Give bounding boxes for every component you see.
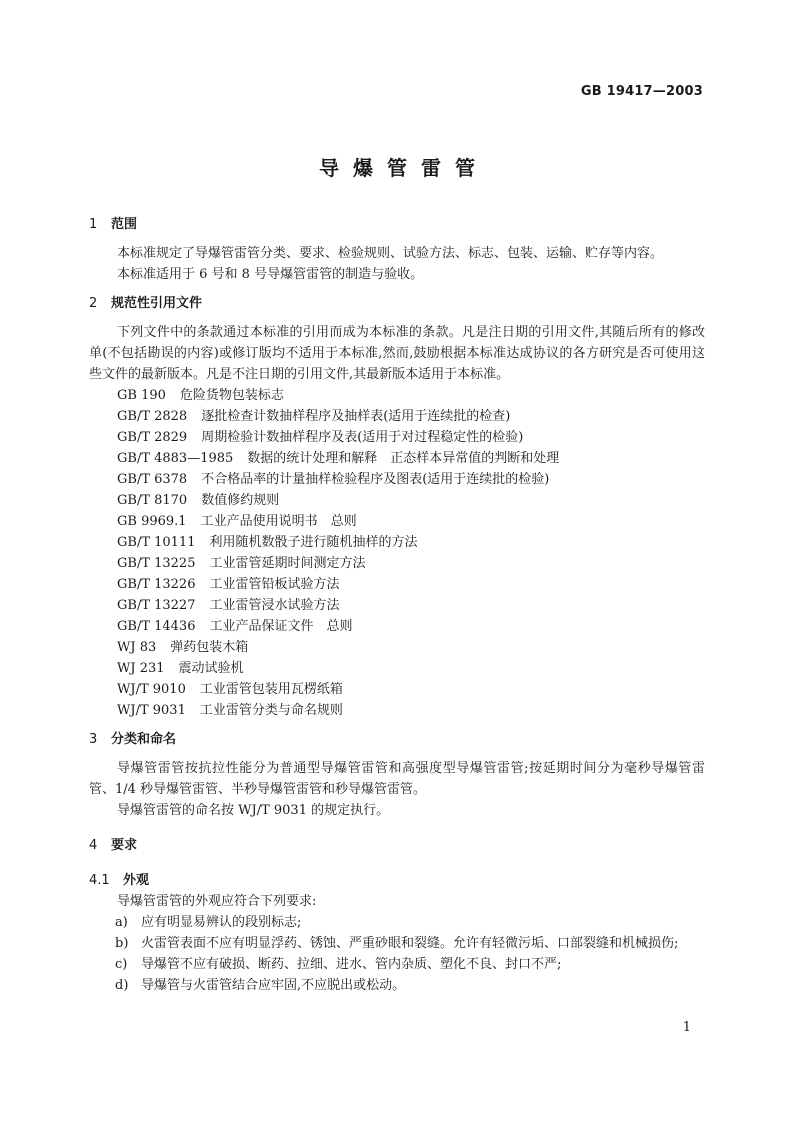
- section-1-para-2: 本标准适用于 6 号和 8 号导爆管雷管的制造与验收。: [117, 267, 424, 282]
- reference-item: GB/T 2828 逐批检查计数抽样程序及抽样表(适用于连续批的检查): [117, 409, 511, 424]
- reference-item: WJ/T 9031 工业雷管分类与命名规则: [117, 703, 343, 718]
- reference-item: GB 190 危险货物包装标志: [117, 388, 284, 403]
- reference-item: WJ 83 弹药包装木箱: [117, 640, 249, 655]
- reference-item: GB/T 13225 工业雷管延期时间测定方法: [117, 556, 366, 571]
- reference-item: GB/T 2829 周期检验计数抽样程序及表(适用于对过程稳定性的检验): [117, 430, 524, 445]
- standard-number: GB 19417—2003: [580, 84, 703, 99]
- section-2-heading: 2 规范性引用文件: [89, 296, 203, 311]
- document-body: [89, 214, 705, 996]
- reference-list: [89, 385, 705, 721]
- list-item: b) 火雷管表面不应有明显浮药、锈蚀、严重砂眼和裂缝。允许有轻微污垢、口部裂缝和机械损伤;: [115, 936, 679, 951]
- section-1-heading: 1 范围: [89, 217, 138, 232]
- section-3-para-2: 导爆管雷管的命名按 WJ/T 9031 的规定执行。: [117, 803, 390, 818]
- reference-item: GB 9969.1 工业产品使用说明书 总则: [117, 514, 357, 529]
- reference-item: GB/T 13227 工业雷管浸水试验方法: [117, 598, 340, 613]
- reference-item: GB/T 4883—1985 数据的统计处理和解释 正态样本异常值的判断和处理: [117, 451, 560, 466]
- reference-item: WJ 231 震动试验机: [117, 661, 244, 676]
- section-4-1-heading: 4.1 外观: [89, 873, 150, 888]
- list-item: a) 应有明显易辨认的段别标志;: [115, 915, 302, 930]
- section-1-para-1: 本标准规定了导爆管雷管分类、要求、检验规则、试验方法、标志、包装、运输、贮存等内容。: [117, 246, 664, 261]
- section-2-intro: 下列文件中的条款通过本标准的引用而成为本标准的条款。凡是注日期的引用文件,其随后所有的修改单(不包括勘误的内容)或修订版均不适用于本标准,然而,鼓励根据本标准达成协议的各方研究是否可使用这些文件的最新版本。凡是不注日期的引用文件,其最新版本适用于本标准。: [89, 325, 705, 382]
- section-3-heading: 3 分类和命名: [89, 732, 177, 747]
- reference-item: GB/T 10111 利用随机数骰子进行随机抽样的方法: [117, 535, 418, 550]
- section-4-heading: 4 要求: [89, 838, 138, 853]
- reference-item: GB/T 6378 不合格品率的计量抽样检验程序及图表(适用于连续批的检验): [117, 472, 550, 487]
- reference-item: GB/T 14436 工业产品保证文件 总则: [117, 619, 353, 634]
- list-item: d) 导爆管与火雷管结合应牢固,不应脱出或松动。: [115, 978, 406, 993]
- document-title: 导爆管雷管: [319, 156, 489, 180]
- reference-item: WJ/T 9010 工业雷管包装用瓦楞纸箱: [117, 682, 343, 697]
- section-4-1-intro: 导爆管雷管的外观应符合下列要求:: [117, 894, 317, 909]
- reference-item: GB/T 8170 数值修约规则: [117, 493, 280, 508]
- list-item: c) 导爆管不应有破损、断药、拉细、进水、管内杂质、塑化不良、封口不严;: [115, 957, 562, 972]
- reference-item: GB/T 13226 工业雷管铅板试验方法: [117, 577, 340, 592]
- page-number: 1: [682, 1020, 691, 1035]
- section-3-para-1: 导爆管雷管按抗拉性能分为普通型导爆管雷管和高强度型导爆管雷管;按延期时间分为毫秒导爆管雷管、1/4 秒导爆管雷管、半秒导爆管雷管和秒导爆管雷管。: [89, 761, 705, 797]
